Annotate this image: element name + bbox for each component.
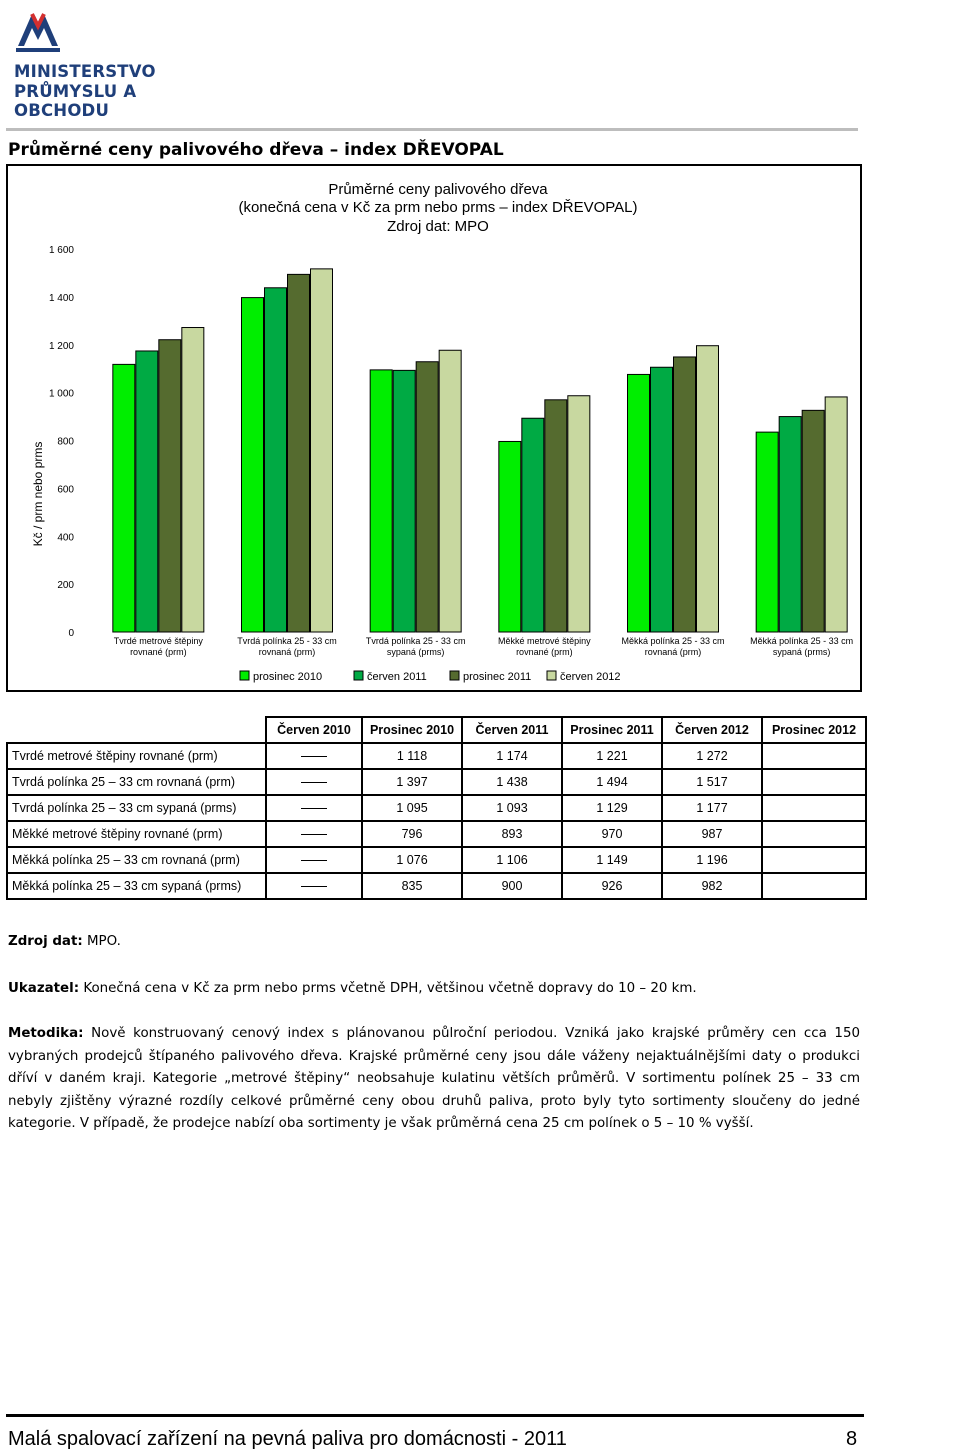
category-label: sypaná (prms)	[386, 647, 445, 657]
empty-cell	[266, 795, 362, 821]
y-axis-ticks	[49, 245, 74, 639]
table-cell: 982	[662, 873, 762, 899]
category-label: Měkká polínka 25 - 33 cm	[621, 636, 725, 646]
note-method-text: Nově konstruovaný cenový index s plánovanou půlroční periodou. Vzniká jako krajské průměry cen cca 150 vybraných prodejců štípaného palivového dřeva. Krajské průměrné ceny jsou dále váženy nejaktuálnějšími daty o produkci dříví v daném kraji. Kategorie „metrové štěpiny“ neobsahuje kulatinu větších průměrů. V sortimentu polínek 25 – 33 cm nebyly zjištěny výrazné rozdíly celkové průměrné ceny obou druhů paliva, proto byly tyto sortimenty sloučeny do jedné kategorie. V případě, že prodejce nabízí oba sortimenty je však průměrná cena 25 cm polínek o 5 – 10 % vyšší.	[8, 1026, 860, 1131]
note-source-label: Zdroj dat:	[8, 934, 83, 949]
table-cell: 1 174	[462, 743, 562, 769]
table-header-row	[7, 717, 866, 743]
row-label: Tvrdá polínka 25 – 33 cm rovnaná (prm)	[7, 769, 266, 795]
table-cell: 1 438	[462, 769, 562, 795]
category-label: Tvrdá polínka 25 - 33 cm	[237, 636, 337, 646]
bar	[674, 357, 696, 632]
chart-title: Průměrné ceny palivového dřeva	[328, 181, 548, 198]
category-label: Měkké metrové štěpiny	[498, 636, 591, 646]
legend-label: prosinec 2010	[253, 671, 323, 683]
category-label: Tvrdé metrové štěpiny	[113, 636, 203, 646]
legend-swatch	[450, 671, 459, 680]
table-cell	[762, 795, 866, 821]
table-cell: 1 221	[562, 743, 662, 769]
note-indicator	[8, 978, 860, 1001]
row-label: Tvrdá polínka 25 – 33 cm sypaná (prms)	[7, 795, 266, 821]
category-label: rovnané (prm)	[516, 647, 573, 657]
note-source	[8, 931, 860, 954]
table-row	[7, 743, 866, 769]
bar	[393, 370, 415, 632]
category-label: Tvrdá polínka 25 - 33 cm	[365, 636, 466, 646]
y-tick-label: 200	[57, 580, 74, 592]
y-tick-label: 1 600	[48, 245, 74, 256]
logo-emblem-icon	[8, 6, 68, 58]
col-header: Červen 2010	[266, 717, 362, 743]
bar	[439, 350, 461, 632]
table-cell: 1 095	[362, 795, 462, 821]
bar	[756, 432, 778, 632]
bars-group	[113, 269, 847, 632]
table-cell: 893	[462, 821, 562, 847]
header-divider	[6, 128, 858, 131]
bar	[136, 351, 158, 632]
category-label: Měkká polínka 25 - 33 cm	[750, 636, 854, 646]
note-method-label: Metodika:	[8, 1026, 84, 1041]
legend-label: červen 2011	[367, 671, 427, 683]
bar	[628, 374, 650, 632]
table-cell	[762, 821, 866, 847]
note-indicator-text: Konečná cena v Kč za prm nebo prms včetně DPH, většinou včetně dopravy do 10 – 20 km.	[83, 981, 697, 996]
note-indicator-label: Ukazatel:	[8, 981, 80, 996]
legend-swatch	[354, 671, 363, 680]
table-cell: 1 129	[562, 795, 662, 821]
bar	[311, 269, 333, 632]
bar	[522, 418, 544, 632]
table-cell: 987	[662, 821, 762, 847]
table-cell: 900	[462, 873, 562, 899]
chart-subtitle: (konečná cena v Kč za prm nebo prms – index DŘEVOPAL)	[238, 199, 638, 216]
footer-divider	[6, 1414, 864, 1417]
bar	[113, 364, 135, 632]
note-source-value: MPO.	[87, 934, 121, 949]
footer-title: Malá spalovací zařízení na pevná paliva pro domácnosti - 2011	[8, 1428, 567, 1450]
table-cell	[762, 769, 866, 795]
category-labels	[114, 636, 853, 657]
bar	[370, 370, 392, 632]
category-label: rovnané (prm)	[130, 647, 187, 657]
row-label: Měkká polínka 25 – 33 cm sypaná (prms)	[7, 873, 266, 899]
bar	[545, 400, 567, 632]
table-cell: 1 494	[562, 769, 662, 795]
table-row	[7, 769, 866, 795]
chart-svg	[8, 166, 860, 690]
chart-legend	[240, 671, 621, 683]
chart-source: Zdroj dat: MPO	[387, 218, 489, 235]
table-row	[7, 847, 866, 873]
table-row	[7, 795, 866, 821]
y-tick-label: 400	[57, 532, 74, 544]
empty-cell	[266, 769, 362, 795]
table-cell: 1 076	[362, 847, 462, 873]
note-method	[8, 1023, 860, 1136]
legend-swatch	[240, 671, 249, 680]
row-label: Měkká polínka 25 – 33 cm rovnaná (prm)	[7, 847, 266, 873]
row-label: Tvrdé metrové štěpiny rovnané (prm)	[7, 743, 266, 769]
table-cell: 970	[562, 821, 662, 847]
price-table	[6, 716, 867, 900]
table-cell: 1 093	[462, 795, 562, 821]
table-cell: 835	[362, 873, 462, 899]
y-tick-label: 600	[57, 484, 74, 496]
table-cell: 796	[362, 821, 462, 847]
bar	[568, 396, 590, 632]
category-label: rovnaná (prm)	[644, 647, 702, 657]
bar	[288, 274, 310, 632]
empty-cell	[266, 743, 362, 769]
legend-swatch	[547, 671, 556, 680]
table-cell: 1 149	[562, 847, 662, 873]
legend-label: prosinec 2011	[463, 671, 532, 683]
y-tick-label: 1 400	[48, 292, 74, 304]
bar	[651, 367, 673, 632]
bar	[825, 397, 847, 632]
table-cell	[762, 743, 866, 769]
price-chart	[6, 164, 862, 692]
col-header: Prosinec 2012	[762, 717, 866, 743]
table-cell	[762, 873, 866, 899]
table-cell: 1 517	[662, 769, 762, 795]
y-tick-label: 1 000	[48, 388, 74, 400]
y-tick-label: 800	[57, 436, 74, 448]
empty-cell	[266, 847, 362, 873]
table-row	[7, 821, 866, 847]
col-header: Prosinec 2011	[562, 717, 662, 743]
bar	[499, 441, 521, 632]
y-tick-label: 0	[68, 628, 74, 639]
col-header: Červen 2012	[662, 717, 762, 743]
bar	[802, 410, 824, 632]
table-cell: 1 272	[662, 743, 762, 769]
bar	[182, 328, 204, 632]
table-cell: 1 397	[362, 769, 462, 795]
legend-label: červen 2012	[560, 671, 621, 683]
bar	[242, 298, 264, 632]
y-tick-label: 1 200	[48, 340, 74, 352]
empty-cell	[266, 873, 362, 899]
table-corner	[7, 717, 266, 743]
section-title: Průměrné ceny palivového dřeva – index DŘEVOPAL	[8, 140, 504, 160]
bar	[159, 340, 181, 632]
table-cell	[762, 847, 866, 873]
bar	[265, 288, 287, 632]
col-header: Prosinec 2010	[362, 717, 462, 743]
chart-ylabel: Kč / prm nebo prms	[31, 441, 45, 547]
table-cell: 1 196	[662, 847, 762, 873]
category-label: rovnaná (prm)	[258, 647, 316, 657]
row-label: Měkké metrové štěpiny rovnané (prm)	[7, 821, 266, 847]
empty-cell	[266, 821, 362, 847]
bar	[697, 346, 719, 632]
bar	[416, 362, 438, 632]
logo-line1: MINISTERSTVO	[14, 62, 156, 81]
logo-line2: PRŮMYSLU A OBCHODU	[14, 82, 137, 120]
mpo-logo	[8, 6, 208, 120]
page-number: 8	[846, 1428, 858, 1450]
table-cell: 1 106	[462, 847, 562, 873]
table-row	[7, 873, 866, 899]
bar	[779, 417, 801, 632]
col-header: Červen 2011	[462, 717, 562, 743]
table-cell: 1 177	[662, 795, 762, 821]
table-cell: 926	[562, 873, 662, 899]
table-cell: 1 118	[362, 743, 462, 769]
category-label: sypaná (prms)	[772, 647, 831, 657]
